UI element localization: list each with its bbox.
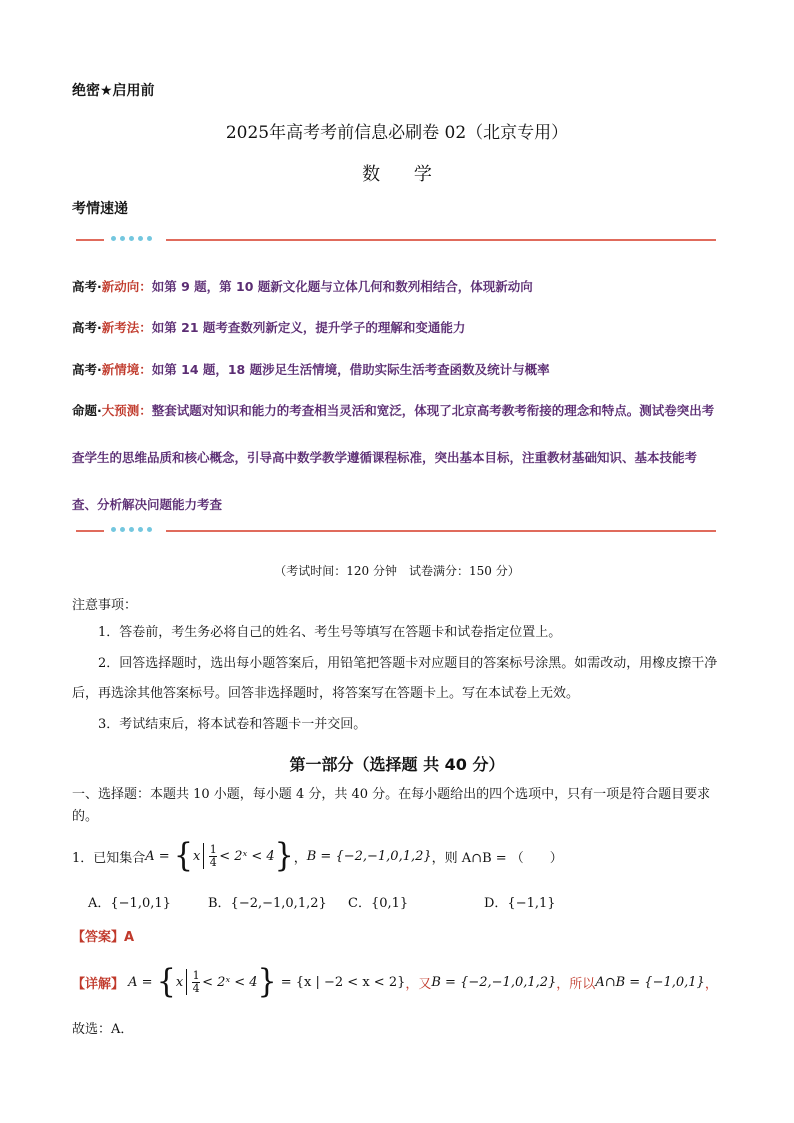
option-d[interactable]: D．{−1,1}: [484, 896, 556, 911]
forecast-paragraph: 命题·大预测：整套试题对知识和能力的考查相当灵活和宽泛，体现了北京高考教考衔接的理念和特点。测试卷突出考查学生的思维品质和核心概念，引导高中数学教学遵循课程标准，突出基本目标，注重教材基础知识、基本技能考查、分析解决问题能力考查: [72, 403, 715, 512]
section-instructions: 一、选择题：本题共 10 小题，每小题 4 分，共 40 分。在每小题给出的四个选项中，只有一项是符合题目要求的。: [72, 787, 711, 824]
subject-title: 数 学: [362, 164, 446, 185]
exam-title: 2025年高考考前信息必刷卷 02（北京专用）: [225, 123, 569, 143]
insight-row: 高考·新动向：如第 9 题，第 10 题新文化题与立体几何和数列相结合，体现新动向: [72, 279, 533, 294]
divider-bottom: [76, 526, 716, 536]
option-c[interactable]: C．{0,1}: [348, 896, 409, 911]
note-item: 2．回答选择题时，选出每小题答案后，用铅笔把答题卡对应题目的答案标号涂黑。如需改动，用橡皮擦干净后，再选涂其他答案标号。回答非选择题时，将答案写在答题卡上。写在本试卷上无效。: [72, 656, 718, 701]
answer-options: [88, 892, 728, 912]
note-item: 1．答卷前，考生务必将自己的姓名、考生号等填写在答题卡和试卷指定位置上。: [98, 625, 562, 640]
secret-label: 绝密★启用前: [72, 83, 155, 99]
note-item: 3．考试结束后，将本试卷和答题卡一并交回。: [98, 717, 367, 732]
insight-row: 高考·新考法：如第 21 题考查数列新定义，提升学子的理解和变通能力: [72, 320, 466, 335]
question-stem: 1．已知集合 A = { x $\frac{1}{4}$ < 2ˣ < 4 } ， B = {−2,−1,0,1,2} ，则 A∩B = （ ）: [72, 836, 563, 875]
insight-row: 高考·新情境：如第 14 题，18 题涉足生活情境，借助实际生活考查函数及统计与概率: [72, 362, 550, 377]
notes-title: 注意事项：: [72, 598, 138, 613]
exam-info: （考试时间：120 分钟 试卷满分：150 分）: [274, 564, 520, 578]
conclusion-line: 故选：A．: [72, 1022, 134, 1037]
option-a[interactable]: A．{−1,0,1}: [88, 896, 171, 911]
part-title: 第一部分（选择题 共 40 分）: [289, 755, 505, 774]
set-a-expression: A = { x $\frac{1}{4}$ < 2ˣ < 4 }: [145, 836, 294, 875]
divider-top: [76, 235, 716, 245]
detail-line: 【详解】 A = { x $\frac{1}{4}$ < 2ˣ < 4 } = {x | −2 < x < 2} ，又 B = {−2,−1,0,1,2} ，所以 A∩B = {−1,0,1} ，: [72, 962, 718, 1001]
option-b[interactable]: B．{−2,−1,0,1,2}: [208, 896, 327, 911]
section-heading: 考情速递: [72, 201, 128, 217]
answer-line: 【答案】A: [72, 930, 135, 945]
